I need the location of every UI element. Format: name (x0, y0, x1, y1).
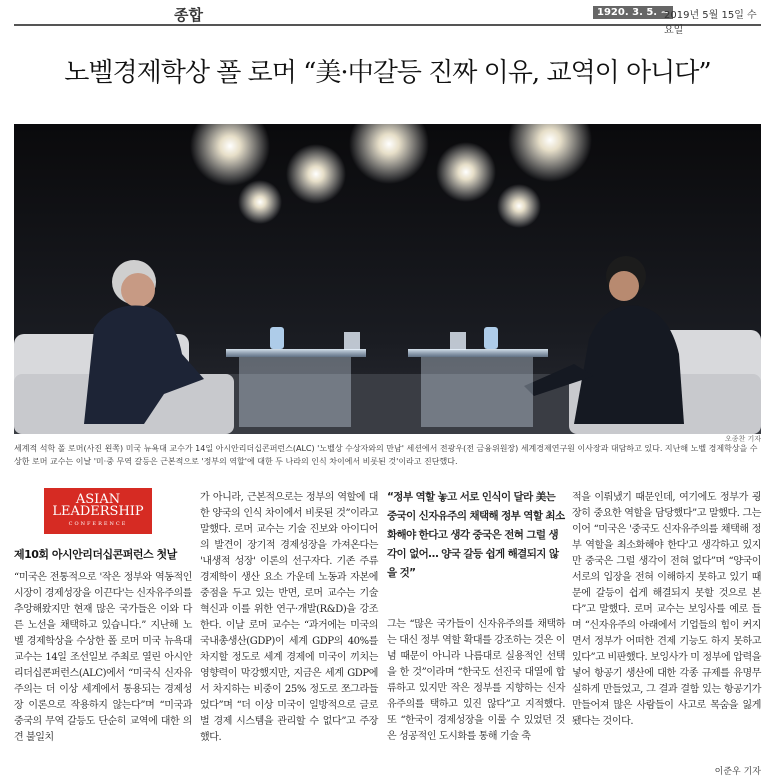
headline: 노벨경제학상 폴 로머 “美·中갈등 진짜 이유, 교역이 아니다” (64, 58, 711, 88)
article-column-1 (14, 570, 192, 746)
byline: 이준우 기자 (714, 767, 761, 777)
article-text-1: “미국은 전통적으로 '작은 정부와 역동적인 시장이 경제성장을 이끈다'는 신자유주의를 추앙해왔지만 현재 많은 국가들은 이와 다른 노선을 채택하고 있습니다.” 지난해 노벨 경제학상을 수상한 폴 로머 미국 뉴욕대 교수는 14일 조선일보 주최로 열린 아시안리더십콘퍼런스(ALC)에서 “미국식 신자유주의는 더 이상 세계에서 통용되는 경제성장 이론으로 작용하지 않는다”며 “미국과 중국의 무역 갈등도 단순히 교역에 대한 의견 불일치 (14, 572, 192, 743)
article-text-2: 가 아니라, 근본적으로는 정부의 역할에 대한 양국의 인식 차이에서 비롯된 것”이라고 말했다. 로머 교수는 기술 진보와 아이디어의 발견이 장기적 경제성장을 가져온다는 '내생적 성장' 이론의 선구자다. 기존 주류 경제학이 생산 요소 가운데 노동과 자본에 중점을 두고 있는 반면, 로머 교수는 기술 혁신과 이를 위한 연구·개발(R&D)을 강조한다. 이날 로머 교수는 “과거에는 미국의 국내총생산(GDP)이 세계 GDP의 40%를 차지할 정도로 세계 경제에 미국이 끼치는 영향력이 막강했지만, 지금은 세계 GDP에서 차지하는 비중이 25% 정도로 쪼그라들었다”며 “더 이상 미국이 일방적으로 글로벌 경제 시스템을 관리할 수 없다”고 주장했다. (200, 492, 378, 743)
series-title: 제10회 아시안리더십콘퍼런스 첫날 (14, 548, 177, 561)
article-column-3 (387, 617, 565, 745)
pull-quote: “정부 역할 놓고 서로 인식이 달라 美는 중국이 신자유주의 채택해 정부 역할 최소화해야 한다고 생각 중국은 전혀 그럴 생각이 없어… 양국 갈등 쉽게 해결되지 않을 것” (387, 491, 565, 579)
logo-line-3: CONFERENCE (68, 521, 128, 527)
stage-photo-illustration (14, 124, 761, 434)
established-badge: 1920. 3. 5. ~ (593, 6, 673, 19)
logo-line-2: LEADERSHIP (52, 504, 144, 519)
issue-date: 2019년 5월 15일 수요일 (664, 10, 757, 36)
article-column-2 (200, 490, 378, 746)
alc-logo (44, 488, 152, 534)
article-text-4: 적을 이뤄냈기 때문인데, 여기에도 정부가 굉장히 중요한 역할을 담당했다”고 말했다. 그는 이어 “미국은 '중국도 신자유주의를 채택해 정부 역할을 최소화해야 한다'고 생각하고 있지만 중국은 그럴 생각이 전혀 없다”며 “양국이 서로의 입장을 전혀 이해하지 못하고 있기 때문에 갈등이 쉽게 해결되지 못할 것으로 본다”고 말했다. 로머 교수는 보잉사를 예로 들며 “신자유주의 아래에서 기업들의 힘이 커지면서 정부가 어떠한 견제 기능도 하지 못하고 있다”고 비판했다. 보잉사가 미 정부에 압력을 넣어 항공기 생산에 대한 각종 규제를 유명무실하게 만들었고, 그 결과 결함 있는 항공기가 만들어져 많은 사람들이 사고로 목숨을 잃게 됐다는 것이다. (572, 492, 761, 727)
page-header (14, 0, 761, 36)
photo-credit: 오종찬 기자 (724, 435, 761, 443)
article-text-3: 그는 “많은 국가들이 신자유주의를 채택하는 대신 정부 역할 확대를 강조하는 것은 이념 때문이 아니라 나름대로 실용적인 선택을 한 것”이라며 “한국도 선진국 대열에 합류하고 있지만 작은 정부를 지향하는 신자유주의를 택하고 있진 않다”고 지적했다. 또 “한국이 경제성장을 이룰 수 있었던 것은 성공적인 도시화를 통해 기술 축 (387, 619, 565, 742)
section-label: 종합 (174, 6, 203, 24)
photo-caption: 세계적 석학 폴 로머(사진 왼쪽) 미국 뉴욕대 교수가 14일 아시안리더십콘퍼런스(ALC) '노벨상 수상자와의 만남' 세션에서 전광우(전 금융위원장) 세계경제연구원 이사장과 대담하고 있다. 지난해 노벨 경제학상을 수상한 로머 교수는 이날 '미·중 무역 갈등은 근본적으로 '정부의 역할'에 대한 두 나라의 인식 차이에서 비롯된 것'이라고 진단했다. (14, 444, 758, 466)
article-column-4 (572, 490, 761, 730)
stage-photo (14, 124, 761, 434)
logo-line-1: ASIAN (75, 492, 121, 507)
